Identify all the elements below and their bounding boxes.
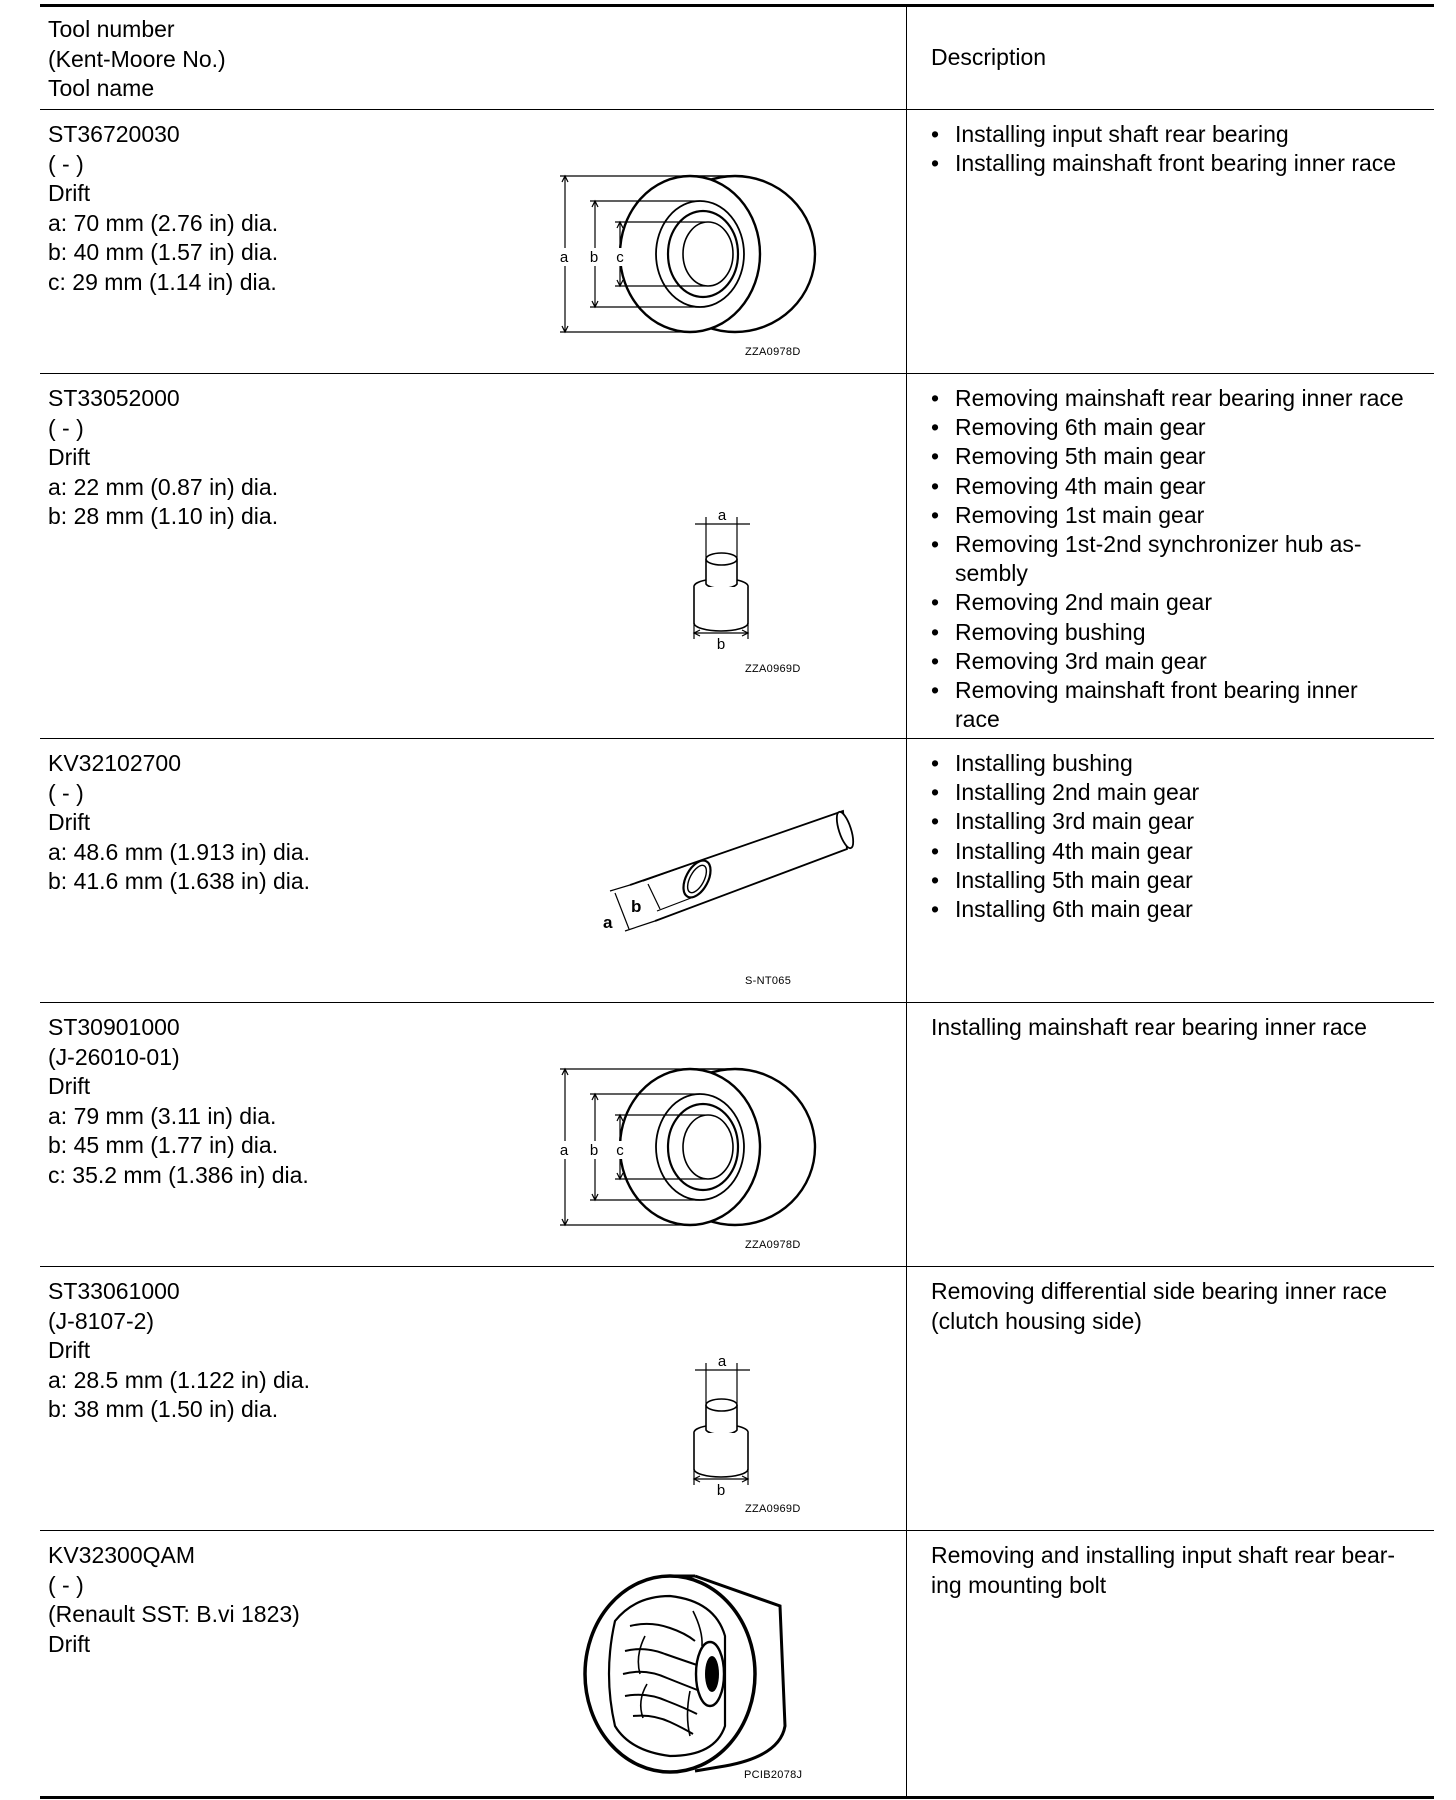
figure-code: ZZA0978D: [745, 1239, 801, 1251]
tool-name: Drift: [48, 1073, 91, 1099]
list-item: • Removing mainshaft front bearing inner race: [931, 676, 1395, 734]
list-item: • Removing bushing: [931, 618, 1434, 647]
description-list: [931, 384, 1434, 734]
svg-text:c: c: [616, 249, 624, 266]
tool-number: KV32102700: [48, 750, 182, 776]
figure-code: ZZA0978D: [745, 346, 801, 358]
description-text: Installing mainshaft rear bearing inner race: [931, 1014, 1367, 1040]
svg-text:b: b: [589, 249, 599, 266]
table-row: [40, 739, 1434, 1003]
description-cell: [907, 1531, 1434, 1796]
list-item: • Installing 2nd main gear: [931, 778, 1434, 807]
header-kent-moore: (Kent-Moore No.): [48, 45, 226, 72]
table-row: [40, 110, 1434, 374]
tool-cell: [40, 739, 907, 1002]
list-item: • Installing 5th main gear: [931, 866, 1434, 895]
list-item: • Installing 4th main gear: [931, 837, 1434, 866]
svg-text:b: b: [716, 636, 726, 649]
tool-cell: [40, 110, 907, 373]
dimension-a: a: 48.6 mm (1.913 in) dia.: [48, 838, 311, 865]
list-item: • Removing mainshaft rear bearing inner race: [931, 384, 1434, 413]
description-cell: [907, 1003, 1434, 1266]
header-description-cell: [907, 7, 1434, 109]
list-item: • Removing 1st main gear: [931, 501, 1434, 530]
description-list: [931, 749, 1434, 924]
small-drift-icon: [675, 499, 775, 649]
dimension-a: a: 79 mm (3.11 in) dia.: [48, 1102, 277, 1129]
large-drift-icon: [540, 1063, 840, 1233]
tool-number: ST36720030: [48, 121, 180, 147]
list-item: • Removing 4th main gear: [931, 472, 1434, 501]
svg-text:a: a: [559, 1142, 569, 1159]
description-text: Removing differential side bearing inner race (clutch housing side): [931, 1278, 1388, 1334]
kent-moore-number: ( - ): [48, 1571, 84, 1598]
kent-moore-number: ( - ): [48, 414, 84, 441]
tool-name: Drift: [48, 809, 91, 835]
svg-text:a: a: [717, 507, 727, 524]
list-item: • Removing 5th main gear: [931, 442, 1434, 471]
list-item: • Removing 3rd main gear: [931, 647, 1434, 676]
tool-number: KV32300QAM: [48, 1542, 196, 1568]
tool-name: Drift: [48, 180, 91, 206]
tool-number: ST33061000: [48, 1278, 180, 1304]
socket-drift-icon: [575, 1566, 845, 1781]
tool-cell: [40, 1267, 907, 1530]
list-item: • Installing 3rd main gear: [931, 807, 1434, 836]
tool-name: Drift: [48, 444, 91, 470]
header-tool-number: Tool number: [48, 16, 175, 42]
renault-sst-number: (Renault SST: B.vi 1823): [48, 1601, 300, 1627]
description-cell: [907, 374, 1434, 738]
description-list: [931, 120, 1434, 178]
table-row: [40, 1003, 1434, 1267]
svg-text:b: b: [589, 1142, 599, 1159]
svg-text:a: a: [559, 249, 569, 266]
dimension-b: b: 41.6 mm (1.638 in) dia.: [48, 868, 311, 894]
tool-cell: [40, 1003, 907, 1266]
tool-name: Drift: [48, 1630, 91, 1657]
tool-cell: [40, 374, 907, 738]
figure-code: S-NT065: [745, 975, 792, 987]
header-tool-cell: [40, 7, 907, 109]
kent-moore-number: (J-8107-2): [48, 1307, 155, 1334]
description-text: Removing and installing input shaft rear bear-ing mounting bolt: [931, 1542, 1396, 1598]
table-row: [40, 1531, 1434, 1796]
dimension-a: a: 70 mm (2.76 in) dia.: [48, 209, 279, 236]
tool-number: ST33052000: [48, 385, 180, 411]
list-item: • Installing input shaft rear bearing: [931, 120, 1434, 149]
svg-text:b: b: [631, 897, 642, 916]
description-cell: [907, 1267, 1434, 1530]
kent-moore-number: ( - ): [48, 150, 84, 177]
svg-text:a: a: [717, 1353, 727, 1370]
kent-moore-number: (J-26010-01): [48, 1043, 180, 1070]
list-item: • Installing mainshaft front bearing inner race: [931, 149, 1434, 178]
dimension-b: b: 45 mm (1.77 in) dia.: [48, 1132, 279, 1158]
header-description: Description: [931, 44, 1047, 71]
dimension-b: b: 28 mm (1.10 in) dia.: [48, 503, 279, 529]
small-drift-icon: [675, 1345, 775, 1495]
description-cell: [907, 110, 1434, 373]
dimension-c: c: 29 mm (1.14 in) dia.: [48, 268, 277, 295]
tool-number: ST30901000: [48, 1014, 180, 1040]
list-item: • Installing bushing: [931, 749, 1434, 778]
svg-text:c: c: [616, 1142, 624, 1159]
svg-text:b: b: [716, 1482, 726, 1495]
list-item: • Removing 2nd main gear: [931, 588, 1434, 617]
table-header-row: [40, 7, 1434, 110]
figure-code: PCIB2078J: [744, 1769, 803, 1781]
tool-cell: [40, 1531, 907, 1796]
figure-code: ZZA0969D: [745, 1503, 801, 1515]
table-row: [40, 374, 1434, 739]
kent-moore-number: ( - ): [48, 779, 84, 806]
dimension-b: b: 38 mm (1.50 in) dia.: [48, 1396, 279, 1422]
figure-code: ZZA0969D: [745, 663, 801, 675]
list-item: • Removing 6th main gear: [931, 413, 1434, 442]
description-cell: [907, 739, 1434, 1002]
svg-text:a: a: [603, 913, 613, 932]
header-tool-name: Tool name: [48, 75, 155, 101]
dimension-a: a: 22 mm (0.87 in) dia.: [48, 473, 279, 500]
special-tools-table: [40, 4, 1434, 1799]
list-item: • Removing 1st-2nd synchronizer hub as-sembly: [931, 530, 1375, 588]
tube-drift-icon: [585, 809, 865, 949]
tool-name: Drift: [48, 1337, 91, 1363]
dimension-c: c: 35.2 mm (1.386 in) dia.: [48, 1161, 309, 1188]
dimension-a: a: 28.5 mm (1.122 in) dia.: [48, 1366, 311, 1393]
dimension-b: b: 40 mm (1.57 in) dia.: [48, 239, 279, 265]
list-item: • Installing 6th main gear: [931, 895, 1434, 924]
large-drift-icon: [540, 170, 840, 340]
table-row: [40, 1267, 1434, 1531]
